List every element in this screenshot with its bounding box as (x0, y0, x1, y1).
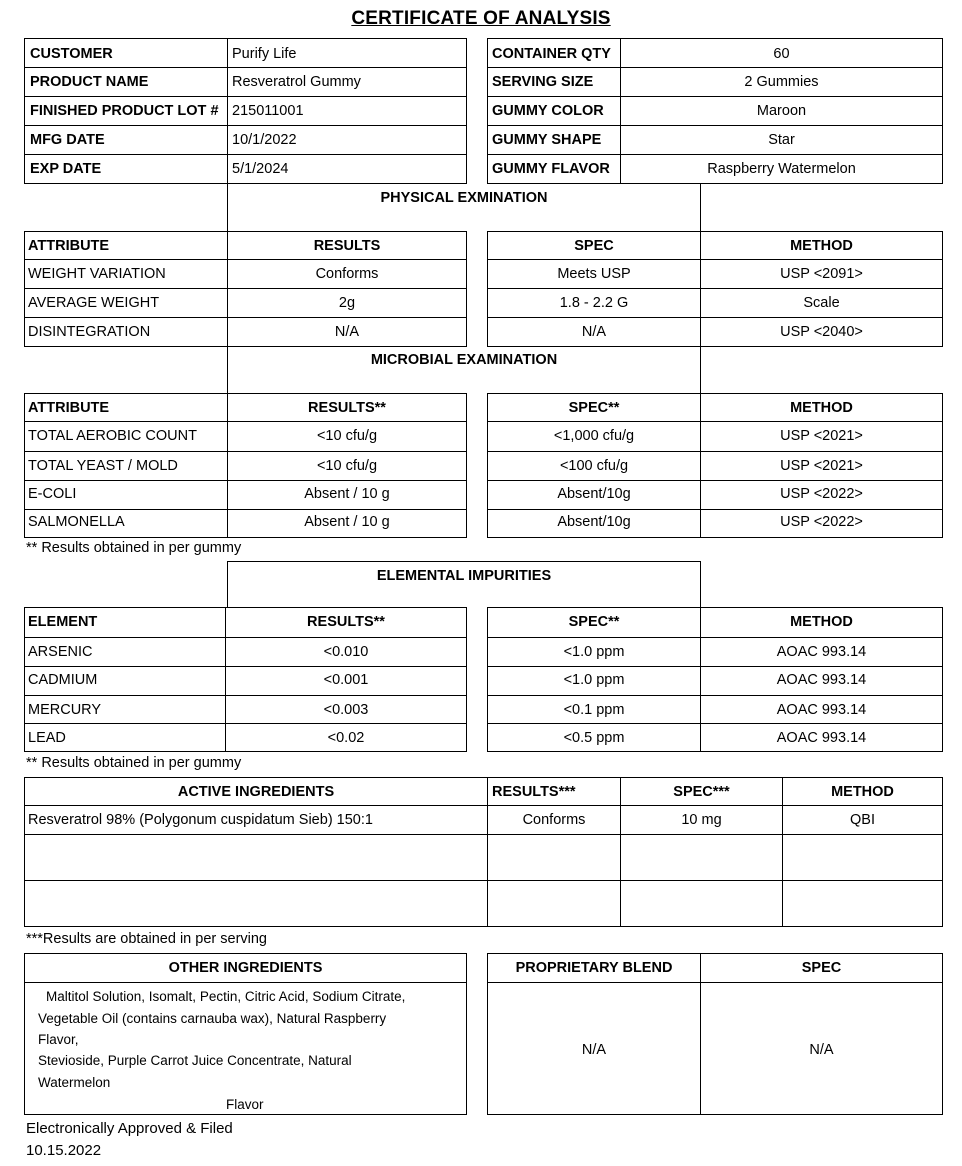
table-row-cell: ARSENIC (28, 644, 93, 660)
table-row-cell: USP <2040> (780, 324, 863, 340)
table-row-cell: <1,000 cfu/g (553, 428, 635, 444)
table-row-cell: TOTAL YEAST / MOLD (28, 458, 178, 474)
exp-date-value: 5/1/2024 (232, 161, 289, 177)
table-row-cell: USP <2022> (780, 486, 863, 502)
product-name-label: PRODUCT NAME (30, 74, 149, 90)
proprietary-blend-header: PROPRIETARY BLEND (515, 960, 673, 976)
table-row-cell: Scale (803, 295, 840, 311)
elemental-section-title: ELEMENTAL IMPURITIES (376, 568, 552, 584)
microbial-header-attribute: ATTRIBUTE (28, 400, 110, 416)
table-row-cell: <0.1 ppm (563, 702, 625, 718)
active-header-ingredients: ACTIVE INGREDIENTS (177, 784, 335, 800)
mfg-date-value: 10/1/2022 (232, 132, 297, 148)
table-row-cell: TOTAL AEROBIC COUNT (28, 428, 197, 444)
elemental-header-spec: SPEC** (568, 614, 620, 630)
gummy-shape-value: Star (768, 132, 795, 148)
table-row-cell: E-COLI (28, 486, 77, 502)
other-ingredients-line: Maltitol Solution, Isomalt, Pectin, Citric Acid, Sodium Citrate, (46, 989, 406, 1004)
table-row-cell: Absent/10g (557, 486, 631, 502)
exp-date-label: EXP DATE (30, 161, 102, 177)
table-row-cell: Absent / 10 g (304, 514, 390, 530)
gummy-shape-label: GUMMY SHAPE (492, 132, 602, 148)
serving-size-value: 2 Gummies (744, 74, 819, 90)
customer-label: CUSTOMER (30, 46, 113, 62)
blend-spec-value: N/A (809, 1042, 834, 1058)
physical-header-attribute: ATTRIBUTE (28, 238, 110, 254)
microbial-note: ** Results obtained in per gummy (26, 540, 242, 556)
lot-value: 215011001 (232, 103, 304, 119)
mfg-date-label: MFG DATE (30, 132, 105, 148)
table-row-cell: QBI (850, 812, 875, 828)
active-note: ***Results are obtained in per serving (26, 931, 267, 947)
other-ingredients-line: Vegetable Oil (contains carnauba wax), Natural Raspberry (38, 1011, 387, 1026)
microbial-header-spec: SPEC** (568, 400, 620, 416)
approval-date: 10.15.2022 (26, 1142, 102, 1159)
table-row-cell: <0.003 (323, 702, 369, 718)
document-title: CERTIFICATE OF ANALYSIS (351, 8, 611, 29)
table-row-cell: USP <2021> (780, 458, 863, 474)
container-qty-label: CONTAINER QTY (492, 46, 611, 62)
table-row-cell: <100 cfu/g (559, 458, 629, 474)
gummy-flavor-value: Raspberry Watermelon (707, 161, 856, 177)
active-header-spec: SPEC*** (673, 784, 730, 800)
table-row-cell: AOAC 993.14 (776, 730, 867, 746)
table-row-cell: SALMONELLA (28, 514, 125, 530)
container-qty-value: 60 (773, 46, 790, 62)
table-row-cell: <0.02 (327, 730, 365, 746)
active-header-results: RESULTS*** (492, 784, 576, 800)
customer-value: Purify Life (232, 46, 297, 62)
proprietary-blend-value: N/A (581, 1042, 607, 1058)
elemental-header-results: RESULTS** (307, 614, 385, 630)
gummy-flavor-label: GUMMY FLAVOR (492, 161, 610, 177)
table-row-cell: 1.8 - 2.2 G (559, 295, 629, 311)
table-row-cell: AOAC 993.14 (776, 672, 867, 688)
table-row-cell: <1.0 ppm (563, 644, 625, 660)
table-row-cell: <0.001 (323, 672, 369, 688)
microbial-header-results: RESULTS** (308, 400, 386, 416)
table-row-cell: 2g (338, 295, 356, 311)
physical-header-method: METHOD (790, 238, 853, 254)
gummy-color-label: GUMMY COLOR (492, 103, 604, 119)
gummy-color-value: Maroon (756, 103, 807, 119)
physical-section-title: PHYSICAL EXMINATION (380, 190, 548, 206)
elemental-note: ** Results obtained in per gummy (26, 755, 242, 771)
table-row-cell: Absent / 10 g (304, 486, 390, 502)
other-ingredients-header: OTHER INGREDIENTS (168, 960, 323, 976)
elemental-header-method: METHOD (790, 614, 853, 630)
table-row-cell: LEAD (28, 730, 66, 746)
table-row-cell: <0.010 (323, 644, 369, 660)
physical-header-results: RESULTS (313, 238, 381, 254)
microbial-section-title: MICROBIAL EXAMINATION (370, 352, 558, 368)
approval-statement: Electronically Approved & Filed (26, 1120, 233, 1137)
active-header-method: METHOD (831, 784, 894, 800)
microbial-header-method: METHOD (790, 400, 853, 416)
table-row-cell: <1.0 ppm (563, 672, 625, 688)
table-row-cell: AVERAGE WEIGHT (28, 295, 160, 311)
table-row-cell: AOAC 993.14 (776, 644, 867, 660)
table-row-cell: <10 cfu/g (316, 458, 378, 474)
elemental-header-element: ELEMENT (28, 614, 98, 630)
table-row-cell: Resveratrol 98% (Polygonum cuspidatum Sieb) 150:1 (28, 812, 373, 828)
physical-header-spec: SPEC (574, 238, 614, 254)
table-row-cell: USP <2021> (780, 428, 863, 444)
blend-spec-header: SPEC (801, 960, 842, 976)
other-ingredients-line: Flavor (226, 1097, 264, 1112)
table-row-cell: AOAC 993.14 (776, 702, 867, 718)
other-ingredients-line: Stevioside, Purple Carrot Juice Concentrate, Natural (38, 1053, 352, 1068)
table-row-cell: MERCURY (28, 702, 102, 718)
table-row-cell: N/A (334, 324, 360, 340)
table-row-cell: USP <2091> (780, 266, 863, 282)
serving-size-label: SERVING SIZE (492, 74, 594, 90)
other-ingredients-line: Flavor, (38, 1032, 79, 1047)
table-row-cell: <10 cfu/g (316, 428, 378, 444)
product-name-value: Resveratrol Gummy (232, 74, 361, 90)
table-row-cell: Conforms (522, 812, 586, 828)
table-row-cell: Conforms (315, 266, 379, 282)
table-row-cell: 10 mg (681, 812, 722, 828)
lot-label: FINISHED PRODUCT LOT # (30, 103, 219, 119)
table-row-cell: Absent/10g (557, 514, 631, 530)
table-row-cell: DISINTEGRATION (28, 324, 151, 340)
table-row-cell: CADMIUM (28, 672, 98, 688)
table-row-cell: N/A (581, 324, 607, 340)
table-row-cell: WEIGHT VARIATION (28, 266, 166, 282)
table-row-cell: <0.5 ppm (563, 730, 625, 746)
table-row-cell: Meets USP (557, 266, 631, 282)
table-row-cell: USP <2022> (780, 514, 863, 530)
other-ingredients-line: Watermelon (38, 1075, 111, 1090)
